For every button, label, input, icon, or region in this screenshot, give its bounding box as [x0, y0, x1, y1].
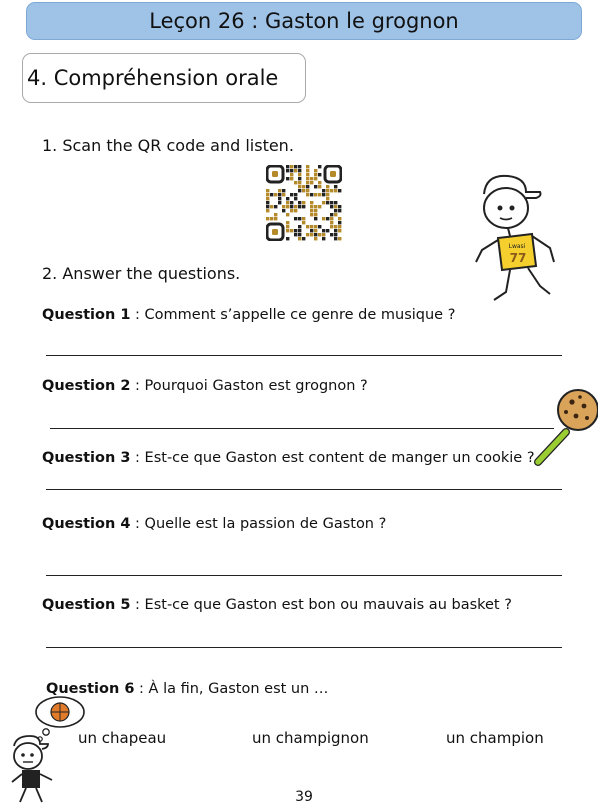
answer-line-3[interactable]	[46, 489, 562, 490]
question-1-text: : Comment s’appelle ce genre de musique ?	[130, 307, 456, 323]
instruction-answer: 2. Answer the questions.	[42, 264, 241, 283]
gaston-basketball-player-illustration	[470, 168, 580, 310]
question-3-label: Question 3	[42, 450, 131, 466]
question-5	[42, 597, 512, 613]
question-6	[46, 681, 328, 697]
question-4-label: Question 4	[42, 516, 131, 532]
lesson-title: Leçon 26 : Gaston le grognon	[149, 9, 459, 33]
choice-champion[interactable]: un champion	[446, 729, 544, 747]
question-4	[42, 516, 386, 532]
choice-champignon[interactable]: un champignon	[252, 729, 369, 747]
question-2	[42, 378, 368, 394]
answer-line-5[interactable]	[46, 647, 562, 648]
answer-line-2[interactable]	[50, 428, 554, 429]
question-2-label: Question 2	[42, 378, 131, 394]
qr-code-icon[interactable]	[266, 165, 342, 241]
section-title: 4. Compréhension orale	[27, 66, 279, 90]
lesson-title-banner	[26, 2, 582, 40]
question-1-label: Question 1	[42, 307, 131, 323]
answer-line-1[interactable]	[46, 355, 562, 356]
question-3-text: : Est-ce que Gaston est content de manger un cookie ?	[130, 450, 535, 466]
question-1	[42, 307, 455, 323]
choice-chapeau[interactable]: un chapeau	[78, 729, 167, 747]
jersey-brand: Lwasi	[508, 243, 526, 250]
question-5-label: Question 5	[42, 597, 131, 613]
jersey-number: 77	[509, 251, 527, 265]
question-6-text: : À la fin, Gaston est un …	[134, 681, 329, 697]
question-3	[42, 450, 535, 466]
page-number: 39	[295, 789, 313, 805]
answer-line-4[interactable]	[46, 575, 562, 576]
instruction-scan: 1. Scan the QR code and listen.	[42, 136, 294, 155]
cookie-on-stick-illustration	[532, 388, 598, 468]
question-2-text: : Pourquoi Gaston est grognon ?	[130, 378, 368, 394]
question-6-label: Question 6	[46, 681, 135, 697]
question-5-text: : Est-ce que Gaston est bon ou mauvais au basket ?	[130, 597, 512, 613]
question-4-text: : Quelle est la passion de Gaston ?	[130, 516, 387, 532]
section-title-box	[22, 53, 306, 103]
